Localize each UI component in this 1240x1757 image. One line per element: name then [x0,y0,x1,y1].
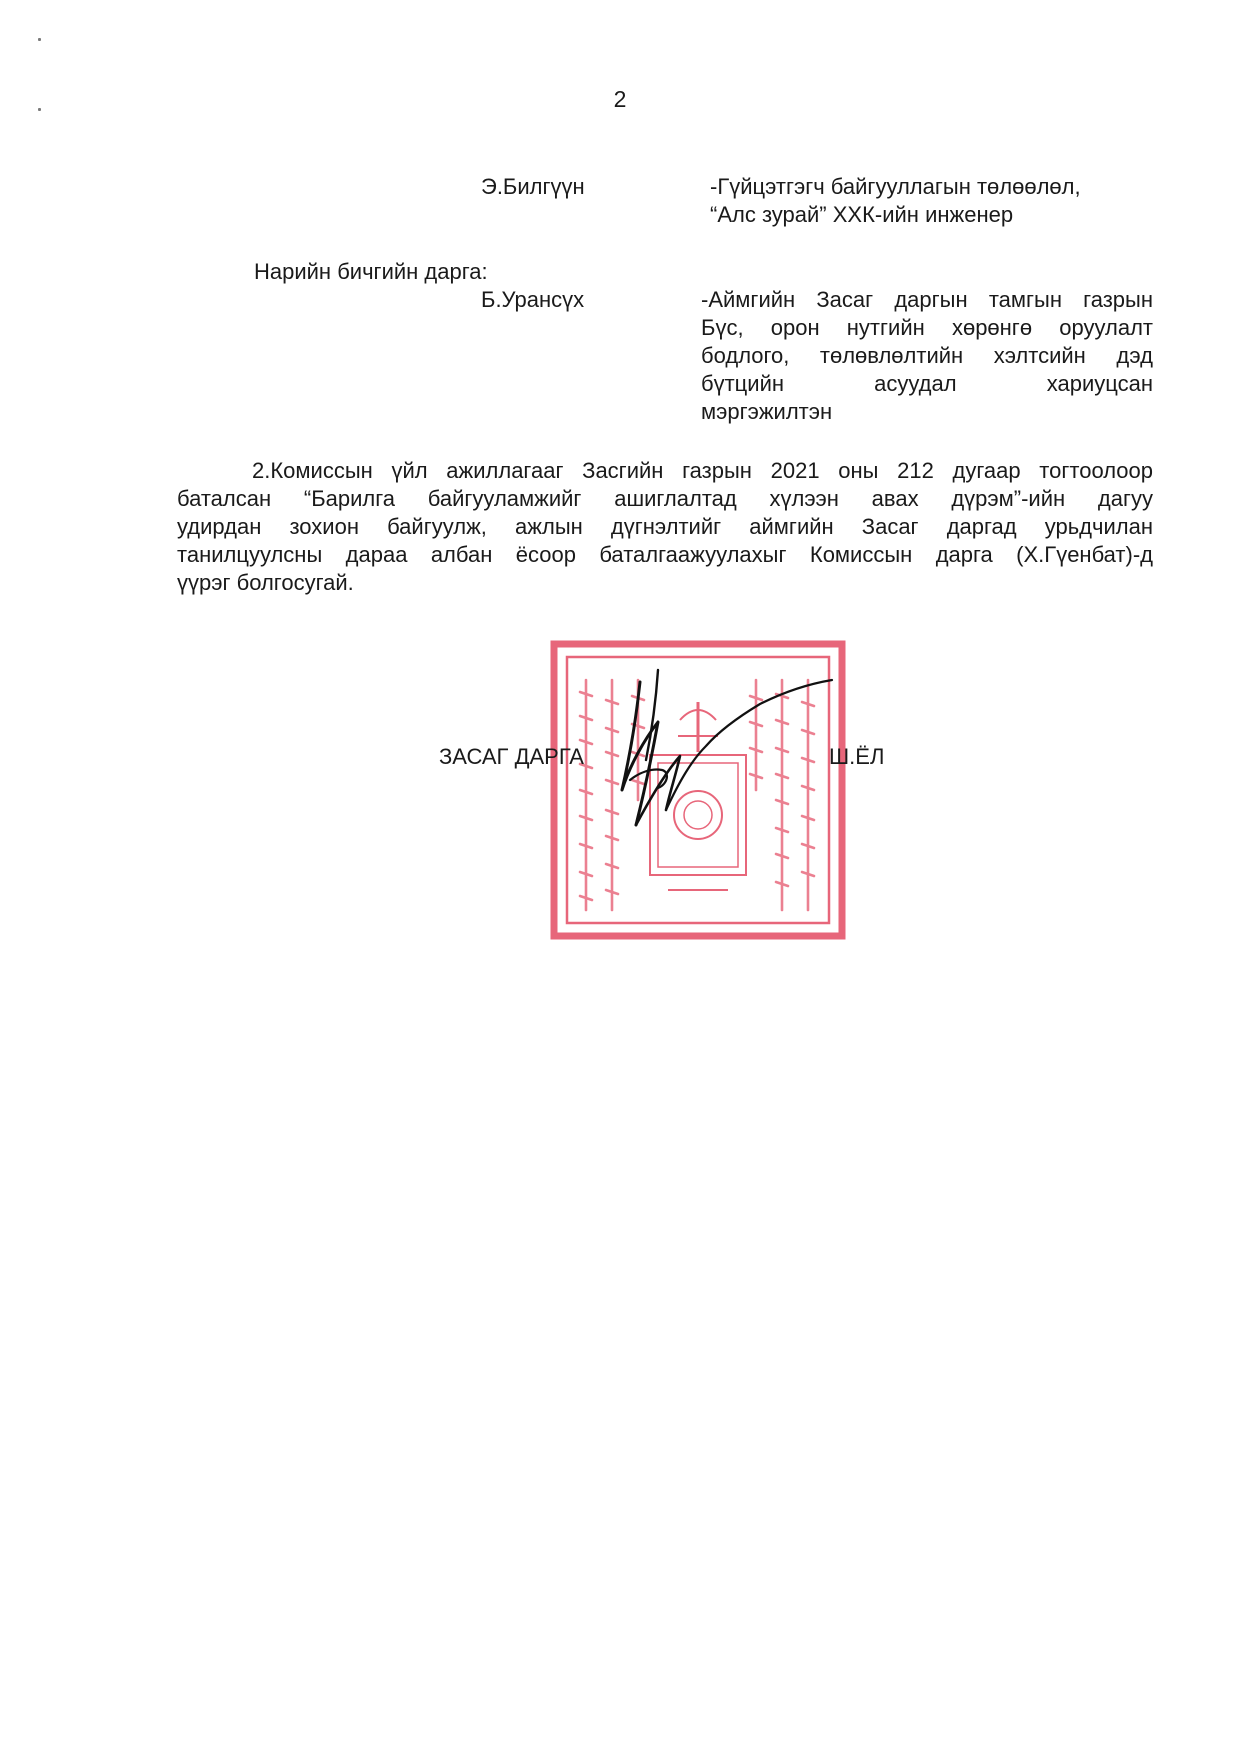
secretary-description [701,286,1153,426]
resolution-paragraph [177,457,1153,597]
member-description-line: -Гүйцэтгэгч байгууллагын төлөөлөл, [710,174,1081,199]
signatory-name: Ш.ЁЛ [829,744,885,769]
description-line: бүтцийн асуудал хариуцсан [701,371,1153,396]
paragraph-line: үүрэг болгосугай. [177,570,354,595]
page-number: 2 [613,86,627,112]
scan-speck [38,38,41,41]
secretary-heading: Нарийн бичгийн дарга: [254,259,488,284]
signatory-title: ЗАСАГ ДАРГА [439,744,584,769]
paragraph-line [177,457,1153,485]
description-line: бодлого, төлөвлөлтийн хэлтсийн дэд [701,343,1153,368]
paragraph-line: удирдан зохион байгуулж, ажлын дүгнэлтийг аймгийн Засаг даргад урьдчилан [177,514,1153,539]
paragraph-line: танилцуулсны дараа албан ёсоор баталгаажуулахыг Комиссын дарга (Х.Гүенбат)-д [177,542,1153,567]
member-name: Э.Билгүүн [481,174,585,199]
description-line: -Аймгийн Засаг даргын тамгын газрын [701,287,1153,312]
member-description-line: “Алс зурай” ХХК-ийн инженер [710,202,1014,227]
description-line: Бүс, орон нутгийн хөрөнгө оруулалт [701,315,1153,340]
handwritten-signature [600,660,840,850]
secretary-name: Б.Урансүх [481,287,585,312]
paragraph-line-text: 2.Комиссын үйл ажиллагааг Засгийн газрын 2021 оны 212 дугаар тогтоолоор [252,458,1153,483]
paragraph-line: баталсан “Барилга байгууламжийг ашиглалтад хүлээн авах дүрэм”-ийн дагуу [177,486,1153,511]
description-line: мэргэжилтэн [701,399,833,424]
